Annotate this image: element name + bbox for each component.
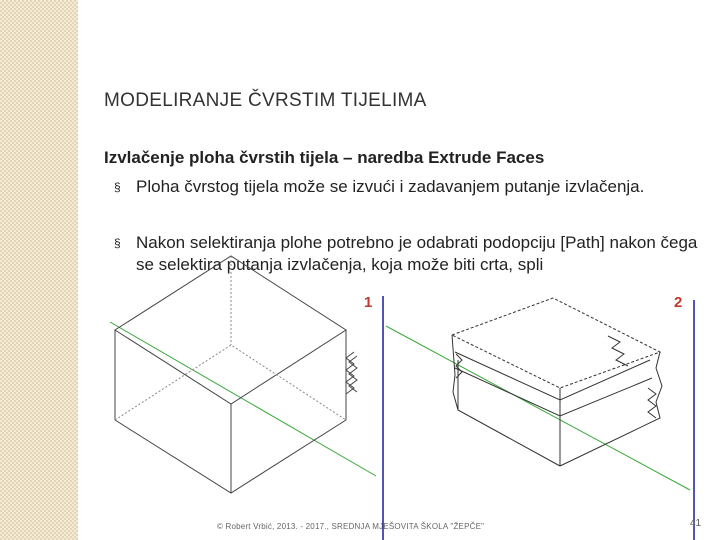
bullet-text: Ploha čvrstog tijela može se izvući i zadavanjem putanje izvlačenja. [136,177,645,196]
zigzag-path-profile-2 [456,336,656,418]
bullet-text: Nakon selektiranja plohe potrebno je odabrati podopciju [Path] nakon čega se selektira putanja izvlačenja, koja može biti crta, spli [136,233,698,274]
slide-title: MODELIRANJE ČVRSTIM TIJELIMA [104,90,427,111]
extruded-solid-2 [452,298,662,466]
footer-copyright: © Robert Vrbić, 2013. - 2017., SREDNJA MJEŠOVITA ŠKOLA "ŽEPČE" [217,522,485,531]
wireframe-box-1 [115,256,346,493]
path-line-left [110,322,376,476]
figure-label-2: 2 [674,294,683,311]
page-number: 41 [690,518,702,529]
slide-subtitle: Izvlačenje ploha čvrstih tijela – naredba Extrude Faces [104,148,545,167]
path-line-right [386,326,690,490]
bullet-marker: § [114,180,121,194]
figure-label-1: 1 [364,294,373,311]
bullet-marker: § [114,236,121,250]
zigzag-path-profile-1 [346,352,357,394]
